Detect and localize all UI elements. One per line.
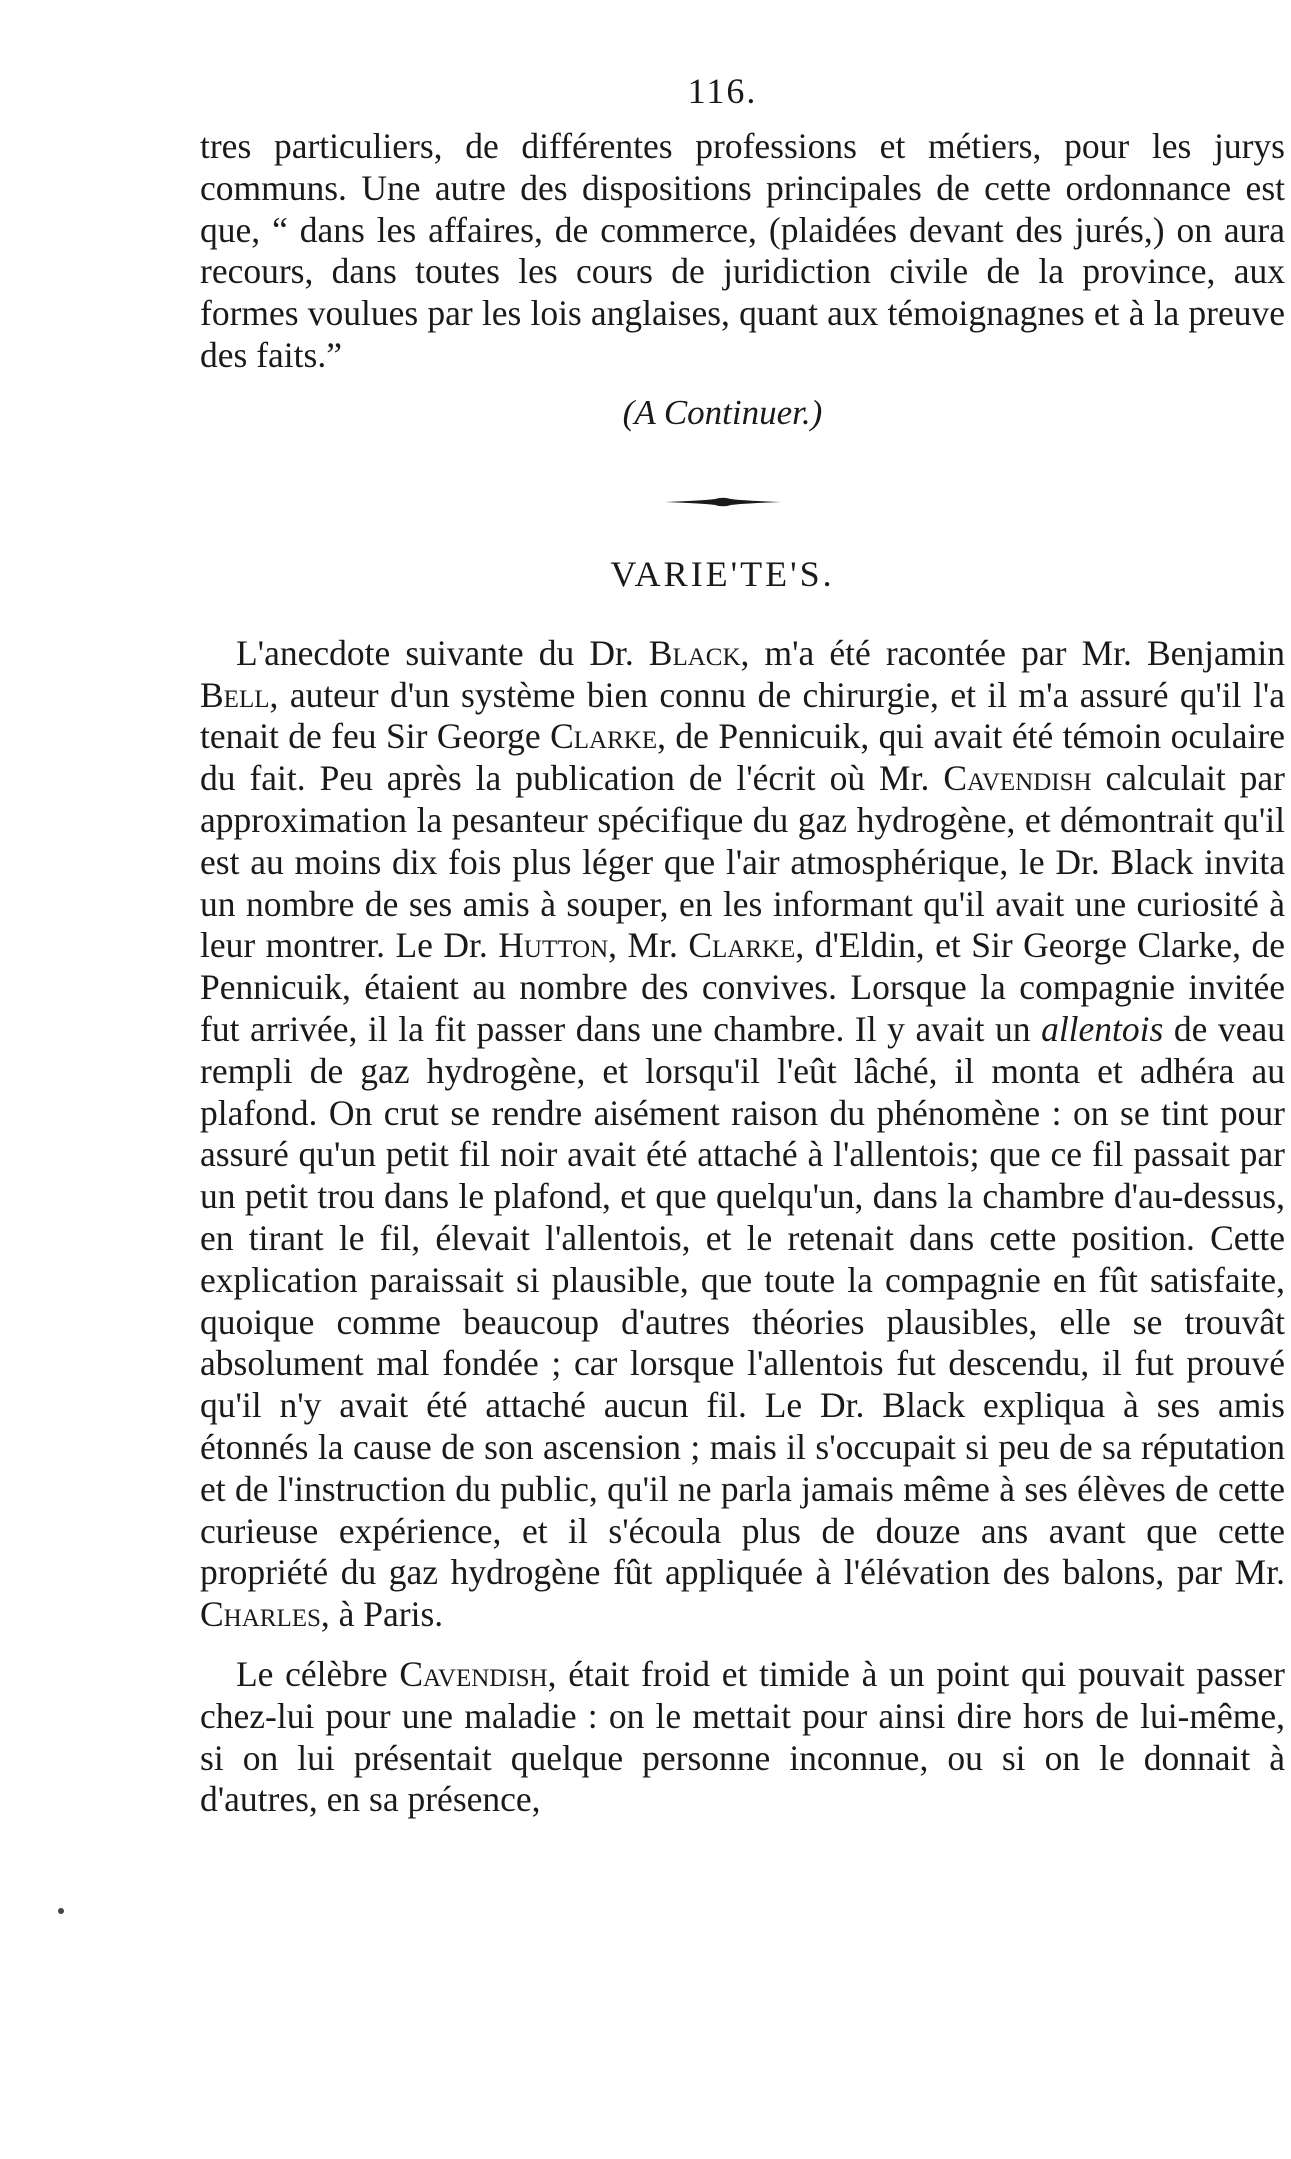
name-bell: Bell xyxy=(200,674,270,715)
text-run: de veau rempli de gaz hydrogène, et lorsqu'il l'eût lâché, il monta et adhéra au plafond. On crut se rendre aisément raison du phénomène : on se tint pour assuré qu'un petit fil noir avait été attaché à l'allentois; que ce fil passait par un petit trou dans le plafond, et que quelqu'un, dans la chambre d'au-dessus, en tirant le fil, élevait l'allentois, et le retenait dans cette position. Cette explication paraissait si plausible, que toute la compagnie en fût satisfaite, quoique comme beaucoup d'autres théories plausibles, elle se trouvât absolument mal fondée ; car lorsque l'allentois fut descendu, il fut prouvé qu'il n'y avait été attaché aucun fil. Le Dr. Black expliqua à ses amis étonnés la cause de son ascension ; mais il s'occupait si peu de sa réputation et de l'instruction du public, qu'il ne parla jamais même à ses élèves de cette curieuse expérience, et il s'écoula plus de douze ans avant que cette propriété du gaz hydrogène fût appliquée à l'élévation des balons, par Mr. xyxy=(200,1008,1285,1593)
text-run: , à Paris. xyxy=(320,1594,444,1635)
text-run: L'anecdote suivante du Dr. xyxy=(236,632,649,673)
margin-speck xyxy=(58,1908,64,1914)
ornamental-rule-icon xyxy=(665,495,821,509)
name-black: Black xyxy=(648,632,741,673)
text-run: , auteur d'un système bien connu de chirurgie, et il m'a assuré qu'il l'a tenait de feu Sir George xyxy=(200,674,1285,757)
italic-term-allentois: allentois xyxy=(1041,1008,1164,1049)
text-run: Le célèbre xyxy=(236,1653,400,1694)
text-run: , était froid et timide à un point qui pouvait passer chez-lui pour une maladie : on le mettait pour ainsi dire hors de lui-même, si on lui présentait quelque personne inconnue, ou si on le donnait à d'autres, en sa présence, xyxy=(200,1653,1286,1820)
anecdote-paragraph-black xyxy=(200,633,1285,1636)
name-hutton: Hutton xyxy=(498,925,609,966)
text-run: calculait par approximation la pesanteur spécifique du gaz hydrogène, et démontrait qu'il est au moins dix fois plus léger que l'air atmosphérique, le Dr. Black invita un nombre de ses amis à souper, en les informant qu'il avait une curiosité à leur montrer. Le Dr. xyxy=(200,758,1286,966)
anecdote-paragraph-cavendish xyxy=(200,1654,1285,1821)
name-clarke-eldin: Clarke xyxy=(688,925,796,966)
name-charles: Charles xyxy=(200,1594,321,1635)
text-run: , d'Eldin, et Sir George Clarke, de Pennicuik, étaient au nombre des convives. Lorsque la compagnie invitée fut arrivée, il la fit passer dans une chambre. Il y avait un xyxy=(200,925,1285,1049)
text-run: , m'a été racontée par Mr. Benjamin xyxy=(740,632,1286,673)
name-cavendish: Cavendish xyxy=(943,758,1092,799)
name-clarke: Clarke xyxy=(550,716,658,757)
name-cavendish: Cavendish xyxy=(399,1653,548,1694)
intro-paragraph: tres particuliers, de différentes professions et métiers, pour les jurys communs. Une autre des dispositions principales de cette ordonnance est que, “ dans les affaires, de commerce, (plaidées devant des jurés,) on aura recours, dans toutes les cours de juridiction civile de la province, aux formes voulues par les lois anglaises, quant aux témoignagnes et à la preuve des faits.” xyxy=(200,126,1285,375)
section-title: VARIE'TE'S. xyxy=(610,553,835,594)
page-number: 116. xyxy=(687,71,758,111)
book-page xyxy=(200,70,1285,1821)
continuation-note: (A Continuer.) xyxy=(622,392,823,432)
text-run: , Mr. xyxy=(608,925,689,966)
text-run: , de Pennicuik, qui avait été témoin oculaire du fait. Peu après la publication de l'écrit où Mr. xyxy=(200,716,1285,799)
